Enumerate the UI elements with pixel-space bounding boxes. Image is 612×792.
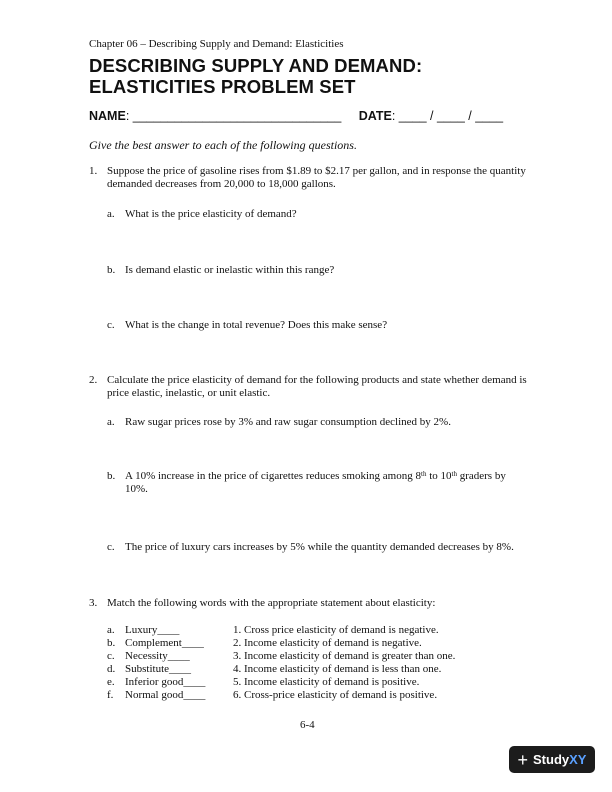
page-title — [89, 55, 422, 97]
q2-text: Calculate the price elasticity of demand for the following products and state whether demand is price elastic, inelastic, or unit elastic. — [107, 374, 527, 399]
date-label: DATE — [358, 109, 392, 123]
q3-number: 3. — [89, 597, 98, 609]
q3-word: Substitute____ — [125, 663, 192, 675]
q1-text: Suppose the price of gasoline rises from $1.89 to $2.17 per gallon, and in response the quantity demanded decreases from 20,000 to 18,000 gallons. — [107, 165, 526, 190]
q2a-label: a. — [107, 416, 115, 428]
q3-word-label: c. — [107, 650, 115, 662]
page-number: 6-4 — [300, 719, 315, 731]
title-line-2: ELASTICITIES PROBLEM SET — [89, 76, 356, 97]
name-date-line — [89, 109, 503, 123]
q3-word-label: a. — [107, 624, 115, 636]
q1a-text: What is the price elasticity of demand? — [125, 208, 297, 220]
brand-name — [533, 752, 586, 767]
name-label: NAME — [89, 109, 126, 123]
q1c-label: c. — [107, 319, 115, 331]
studyxy-badge[interactable] — [509, 746, 595, 773]
q2b-part2: to 10 — [426, 470, 452, 482]
q3-word: Inferior good____ — [125, 676, 206, 688]
date-blank: : ____ / ____ / ____ — [391, 109, 504, 123]
q3-word-label: d. — [107, 663, 116, 675]
q2b-text — [125, 470, 515, 496]
name-blank: : ______________________________ — [125, 109, 342, 123]
q3-statement: 4. Income elasticity of demand is less than one. — [233, 663, 442, 675]
q3-word-label: f. — [107, 689, 114, 701]
plus-icon: + — [517, 749, 529, 770]
q1b-text: Is demand elastic or inelastic within this range? — [125, 264, 335, 276]
q2b-label: b. — [107, 470, 116, 482]
q3-statement: 6. Cross-price elasticity of demand is positive. — [233, 689, 438, 701]
q3-statement: 2. Income elasticity of demand is negative. — [233, 637, 422, 649]
q1-number: 1. — [89, 165, 98, 177]
instructions: Give the best answer to each of the following questions. — [89, 138, 357, 152]
q1a-label: a. — [107, 208, 115, 220]
q3-word-label: e. — [107, 676, 115, 688]
q3-word: Complement____ — [125, 637, 204, 649]
q2b-part1: A 10% increase in the price of cigarettes reduces smoking among 8 — [125, 470, 421, 482]
q3-word: Normal good____ — [125, 689, 206, 701]
q2c-label: c. — [107, 541, 115, 553]
chapter-header: Chapter 06 – Describing Supply and Demand: Elasticities — [89, 38, 344, 50]
q1b-label: b. — [107, 264, 116, 276]
q1c-text: What is the change in total revenue? Does this make sense? — [125, 319, 388, 331]
q2b-sup1: th — [421, 470, 427, 478]
q3-word: Necessity____ — [125, 650, 190, 662]
q3-word: Luxury____ — [125, 624, 180, 636]
q3-word-label: b. — [107, 637, 116, 649]
q3-statement: 5. Income elasticity of demand is positive. — [233, 676, 420, 688]
q2b-part3: graders by 10%. — [125, 470, 506, 495]
q3-statement: 1. Cross price elasticity of demand is negative. — [233, 624, 439, 636]
q2c-text: The price of luxury cars increases by 5% while the quantity demanded decreases by 8%. — [125, 541, 514, 553]
title-line-1: DESCRIBING SUPPLY AND DEMAND: — [89, 55, 423, 76]
q2a-text: Raw sugar prices rose by 3% and raw sugar consumption declined by 2%. — [125, 416, 451, 428]
q3-statement: 3. Income elasticity of demand is greater than one. — [233, 650, 456, 662]
q3-text: Match the following words with the appropriate statement about elasticity: — [107, 597, 436, 609]
brand-accent: XY — [569, 752, 587, 767]
brand-main: Study — [533, 752, 570, 767]
q2b-sup2: th — [451, 470, 457, 478]
q2-number: 2. — [89, 374, 98, 386]
